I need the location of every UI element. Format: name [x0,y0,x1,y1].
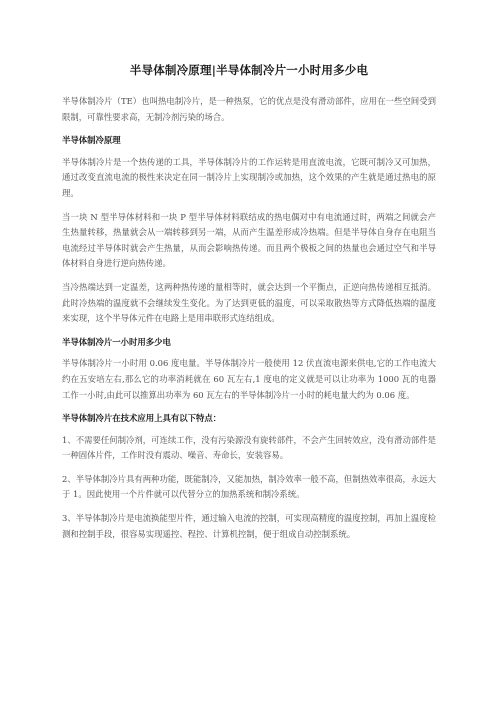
section-features [62,411,436,542]
list-item: 2、半导体制冷片具有两种功能，既能制冷，又能加热，制冷效率一般不高，但制热效率很高，永远大于 1。因此使用一个片件就可以代替分立的加热系统和制冷系统。 [62,473,436,500]
section-principle [62,133,436,327]
intro-paragraph: 半导体制冷片（TE）也叫热电制冷片，是一种热泵，它的优点是没有滑动部件，应用在一些空间受到限制，可靠性要求高，无制冷剂污染的场合。 [62,96,436,122]
list-item: 1、不需要任何制冷剂，可连续工作，没有污染源没有旋转部件，不会产生回转效应，没有滑动部件是一种固体片件，工作时没有震动、噪音、寿命长，安装容易。 [62,434,436,461]
list-item: 3、半导体制冷片是电流换能型片件，通过输入电流的控制，可实现高精度的温度控制，再加上温度检测和控制手段，很容易实现遥控、程控、计算机控制，便于组成自动控制系统。 [62,513,436,539]
section-heading: 半导体制冷片一小时用多少电 [62,336,171,347]
section-heading: 半导体制冷原理 [62,135,121,146]
document-page [62,62,436,550]
paragraph: 半导体制冷片是一个热传递的工具，半导体制冷片的工作运转是用直流电流，它既可制冷又可加热，通过改变直流电流的极性来决定在同一制冷片上实现制冷或加热，这个效果的产生就是通过热电的原理。 [62,156,436,198]
paragraph: 半导体制冷片一小时用 0.06 度电量。半导体制冷片一般使用 12 伏直流电源来供电,它的工作电流大约在五安培左右,那么它的功率消耗就在 60 瓦左右,1 度电的定义就是可以让功率为 1000 瓦的电器工作一小时,由此可以推算出功率为 60 瓦左右的半导体制冷片一小时的耗电量大约为 0.06 度。 [62,358,436,400]
section-heading: 半导体制冷片在技术应用上具有以下特点： [62,413,222,424]
paragraph: 当一块 N 型半导体材料和一块 P 型半导体材料联结成的热电偶对中有电流通过时，两端之间就会产生热量转移，热量就会从一端转移到另一端，从而产生温差形成冷热端。但是半导体自身存在电阻当电流经过半导体时就会产生热量，从而会影响热传递。而且两个极板之间的热量也会通过空气和半导体材料自身进行逆向热传递。 [62,211,436,269]
paragraph: 当冷热端达到一定温差，这两种热传递的量相等时，就会达到一个平衡点，正逆向热传递相互抵消。此时冷热端的温度就不会继续发生变化。为了达到更低的温度，可以采取散热等方式降低热端的温度来实现，这个半导体元件在电路上是用串联形式连结组成。 [62,281,436,324]
page-title: 半导体制冷原理|半导体制冷片一小时用多少电 [129,63,369,77]
section-power-consumption [62,335,436,403]
